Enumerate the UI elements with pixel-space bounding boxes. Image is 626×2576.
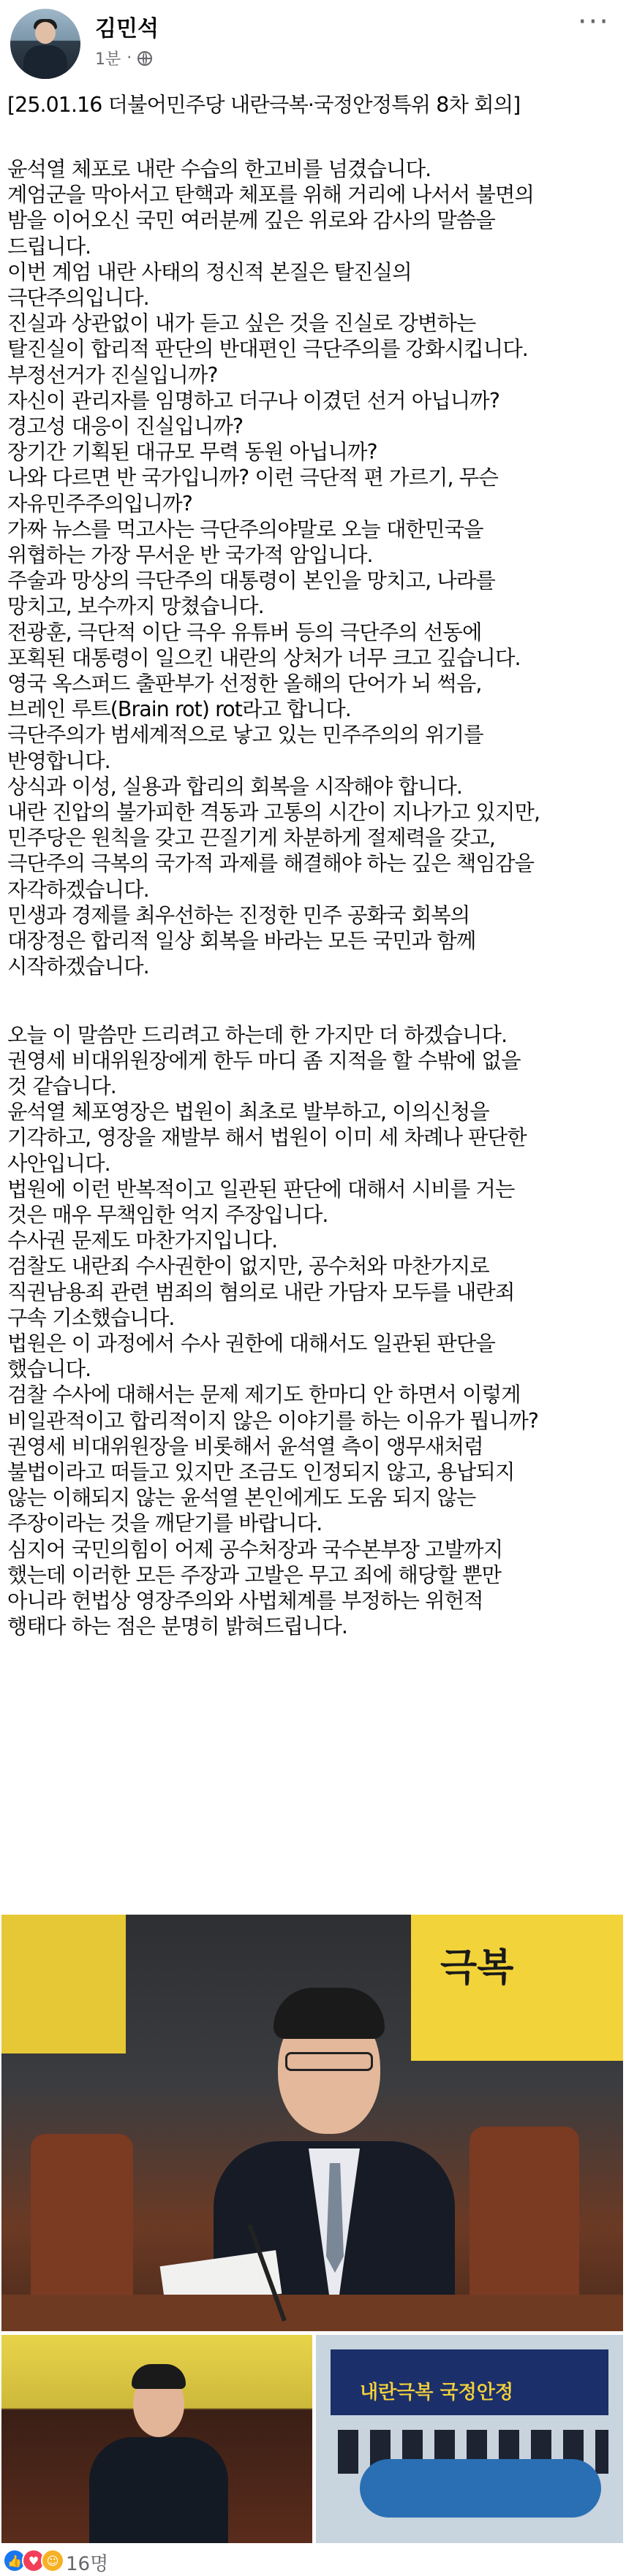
post-text-line: 사안입니다. xyxy=(7,1151,110,1176)
backdrop-banner-text: 극복 xyxy=(440,1946,514,1990)
post-title: [25.01.16 더불어민주당 내란극복·국정안정특위 8차 회의] xyxy=(7,93,521,117)
avatar-body xyxy=(23,45,67,79)
post-text-line: 시작하겠습니다. xyxy=(7,954,149,979)
post-text-line: 것은 매우 무책임한 억지 주장입니다. xyxy=(7,1202,328,1227)
author-name[interactable]: 김민석 xyxy=(95,16,159,42)
avatar-face xyxy=(35,22,56,44)
post-body xyxy=(7,88,614,1639)
post-text-line: 상식과 이성, 실용과 합리의 회복을 시작해야 합니다. xyxy=(7,774,463,799)
post-text-line: 불법이라고 떠들고 있지만 조금도 인정되지 않고, 용납되지 xyxy=(7,1459,515,1484)
post-text-line: 이번 계엄 내란 사태의 정신적 본질은 탈진실의 xyxy=(7,259,412,284)
post-text-line: 수사권 문제도 마찬가지입니다. xyxy=(7,1228,278,1253)
post-text-line: 오늘 이 말씀만 드리려고 하는데 한 가지만 더 하겠습니다. xyxy=(7,1022,508,1047)
speaker-glasses xyxy=(285,2052,373,2071)
post-text-line: 반영합니다. xyxy=(7,748,110,773)
like-icon: 👍 xyxy=(3,2549,26,2572)
post-text-line: 전광훈, 극단적 이단 극우 유튜버 등의 극단주의 선동에 xyxy=(7,620,482,645)
post-text-line: 극단주의입니다. xyxy=(7,286,149,311)
post-photo-meeting-room[interactable] xyxy=(316,2335,623,2543)
post-text-line: 아니라 헌법상 영장주의와 사법체계를 부정하는 위헌적 xyxy=(7,1588,483,1613)
post-text-line: 민생과 경제를 최우선하는 진정한 민주 공화국 회복의 xyxy=(7,903,470,927)
dot-separator: · xyxy=(127,49,132,67)
post-text-line: 장기간 기획된 대규모 무력 동원 아닙니까? xyxy=(7,440,377,465)
care-icon: ☺ xyxy=(41,2549,64,2572)
post-header xyxy=(0,0,626,80)
post-text-line: 내란 진압의 불가피한 격동과 고통의 시간이 지나가고 있지만, xyxy=(7,800,540,825)
post-text-line: 민주당은 원칙을 갖고 끈질기게 차분하게 절제력을 갖고, xyxy=(7,826,495,851)
post-text-line: 브레인 루트(Brain rot) rot라고 합니다. xyxy=(7,697,351,722)
post-text-line: 자신이 관리자를 임명하고 더구나 이겼던 선거 아닙니까? xyxy=(7,388,499,413)
post-text-line: 비일관적이고 합리적이지 않은 이야기를 하는 이유가 뭡니까? xyxy=(7,1408,539,1433)
post-text-line: 영국 옥스퍼드 출판부가 선정한 올해의 단어가 뇌 썩음, xyxy=(7,672,482,696)
meeting-screen-text: 내란극복 국정안정 xyxy=(360,2382,513,2404)
more-options-button[interactable]: ··· xyxy=(577,5,610,39)
post-text-line: 권영세 비대위원장에게 한두 마디 좀 지적을 할 수밖에 없을 xyxy=(7,1048,521,1073)
globe-icon xyxy=(137,51,152,66)
post-text-line: 권영세 비대위원장을 비롯해서 윤석열 측이 앵무새처럼 xyxy=(7,1434,483,1459)
post-text-line xyxy=(7,980,614,1022)
post-text-line: 드립니다. xyxy=(7,234,91,259)
post-text-line: 것 같습니다. xyxy=(7,1074,116,1098)
post-text-line: 했습니다. xyxy=(7,1357,91,1382)
post-text-line: 주술과 망상의 극단주의 대통령이 본인을 망치고, 나라를 xyxy=(7,569,495,593)
speaker-hair xyxy=(274,1988,385,2039)
post-text-line: 심지어 국민의힘이 어제 공수처장과 국수본부장 고발까지 xyxy=(7,1537,503,1562)
post-text-line: 대장정은 합리적 일상 회복을 바라는 모든 국민과 함께 xyxy=(7,929,476,954)
post-text-line: 극단주의가 범세계적으로 낳고 있는 민주주의의 위기를 xyxy=(7,723,483,748)
chair xyxy=(470,2127,579,2309)
post-text-line: 자유민주주의입니까? xyxy=(7,491,192,516)
post-text-line: 위협하는 가장 무서운 반 국가적 암입니다. xyxy=(7,543,373,568)
post-text-line: 밤을 이어오신 국민 여러분께 깊은 위로와 감사의 말씀을 xyxy=(7,208,495,233)
post-text-line: 진실과 상관없이 내가 듣고 싶은 것을 진실로 강변하는 xyxy=(7,311,476,336)
post-text-line: 탈진실이 합리적 판단의 반대편인 극단주의를 강화시킵니다. xyxy=(7,337,528,362)
post-text-line: 주장이라는 것을 깨닫기를 바랍니다. xyxy=(7,1511,323,1536)
post-time[interactable]: 1분 xyxy=(95,50,121,69)
post-text-line: 윤석열 체포로 내란 수습의 한고비를 넘겼습니다. xyxy=(7,157,431,181)
backdrop-panel xyxy=(1,1915,126,2053)
post-text-line: 법원은 이 과정에서 수사 권한에 대해서도 일관된 판단을 xyxy=(7,1331,495,1356)
post-text-line: 가짜 뉴스를 먹고사는 극단주의야말로 오늘 대한민국을 xyxy=(7,517,483,542)
post-text-line: 부정선거가 진실입니까? xyxy=(7,362,218,387)
post-text-line: 법원에 이런 반복적이고 일관된 판단에 대해서 시비를 거는 xyxy=(7,1177,515,1201)
reaction-count[interactable]: 16명 xyxy=(66,2553,109,2575)
post-text-line: 나와 다르면 반 국가입니까? 이런 극단적 편 가르기, 무슨 xyxy=(7,466,498,490)
post-text-line: 포획된 대통령이 일으킨 내란의 상처가 너무 크고 깊습니다. xyxy=(7,645,521,670)
conference-desk xyxy=(1,2295,623,2331)
meeting-table xyxy=(360,2459,601,2518)
post-text-line: 윤석열 체포영장은 법원이 최초로 발부하고, 이의신청을 xyxy=(7,1100,489,1125)
post-photo-main[interactable] xyxy=(1,1915,623,2331)
speaker-hair xyxy=(132,2364,186,2389)
post-text-line: 경고성 대응이 진실입니까? xyxy=(7,414,244,439)
post-text-line: 기각하고, 영장을 재발부 해서 법원이 이미 세 차례나 판단한 xyxy=(7,1125,527,1150)
post-text-line: 자각하겠습니다. xyxy=(7,877,149,902)
avatar[interactable] xyxy=(10,9,80,79)
post-text-line: 했는데 이러한 모든 주장과 고발은 무고 죄에 해당할 뿐만 xyxy=(7,1562,502,1587)
post-photo-secondary[interactable] xyxy=(1,2335,312,2543)
post-text-line: 구속 기소했습니다. xyxy=(7,1305,175,1330)
post-text-line: 행태다 하는 점은 분명히 밝혀드립니다. xyxy=(7,1614,348,1639)
post-text-line: 않는 이해되지 않는 윤석열 본인에게도 도움 되지 않는 xyxy=(7,1486,476,1511)
post-text-line: 극단주의 극복의 국가적 과제를 해결해야 하는 깊은 책임감을 xyxy=(7,851,535,876)
post-text-line: 직권남용죄 관련 범죄의 혐의로 내란 가담자 모두를 내란죄 xyxy=(7,1280,515,1304)
reaction-icons[interactable] xyxy=(3,2549,60,2572)
post-text-line: 계엄군을 막아서고 탄핵과 체포를 위해 거리에 나서서 불면의 xyxy=(7,183,535,208)
post-text-line: 망치고, 보수까지 망쳤습니다. xyxy=(7,594,264,619)
post-text-line: 검찰 수사에 대해서는 문제 제기도 한마디 안 하면서 이렇게 xyxy=(7,1383,521,1407)
chair xyxy=(31,2134,133,2309)
post-text-line: 검찰도 내란죄 수사권한이 없지만, 공수처와 마찬가지로 xyxy=(7,1254,489,1279)
love-icon: ♥ xyxy=(22,2549,45,2572)
post-meta xyxy=(95,47,152,69)
speaker-suit xyxy=(89,2437,228,2543)
